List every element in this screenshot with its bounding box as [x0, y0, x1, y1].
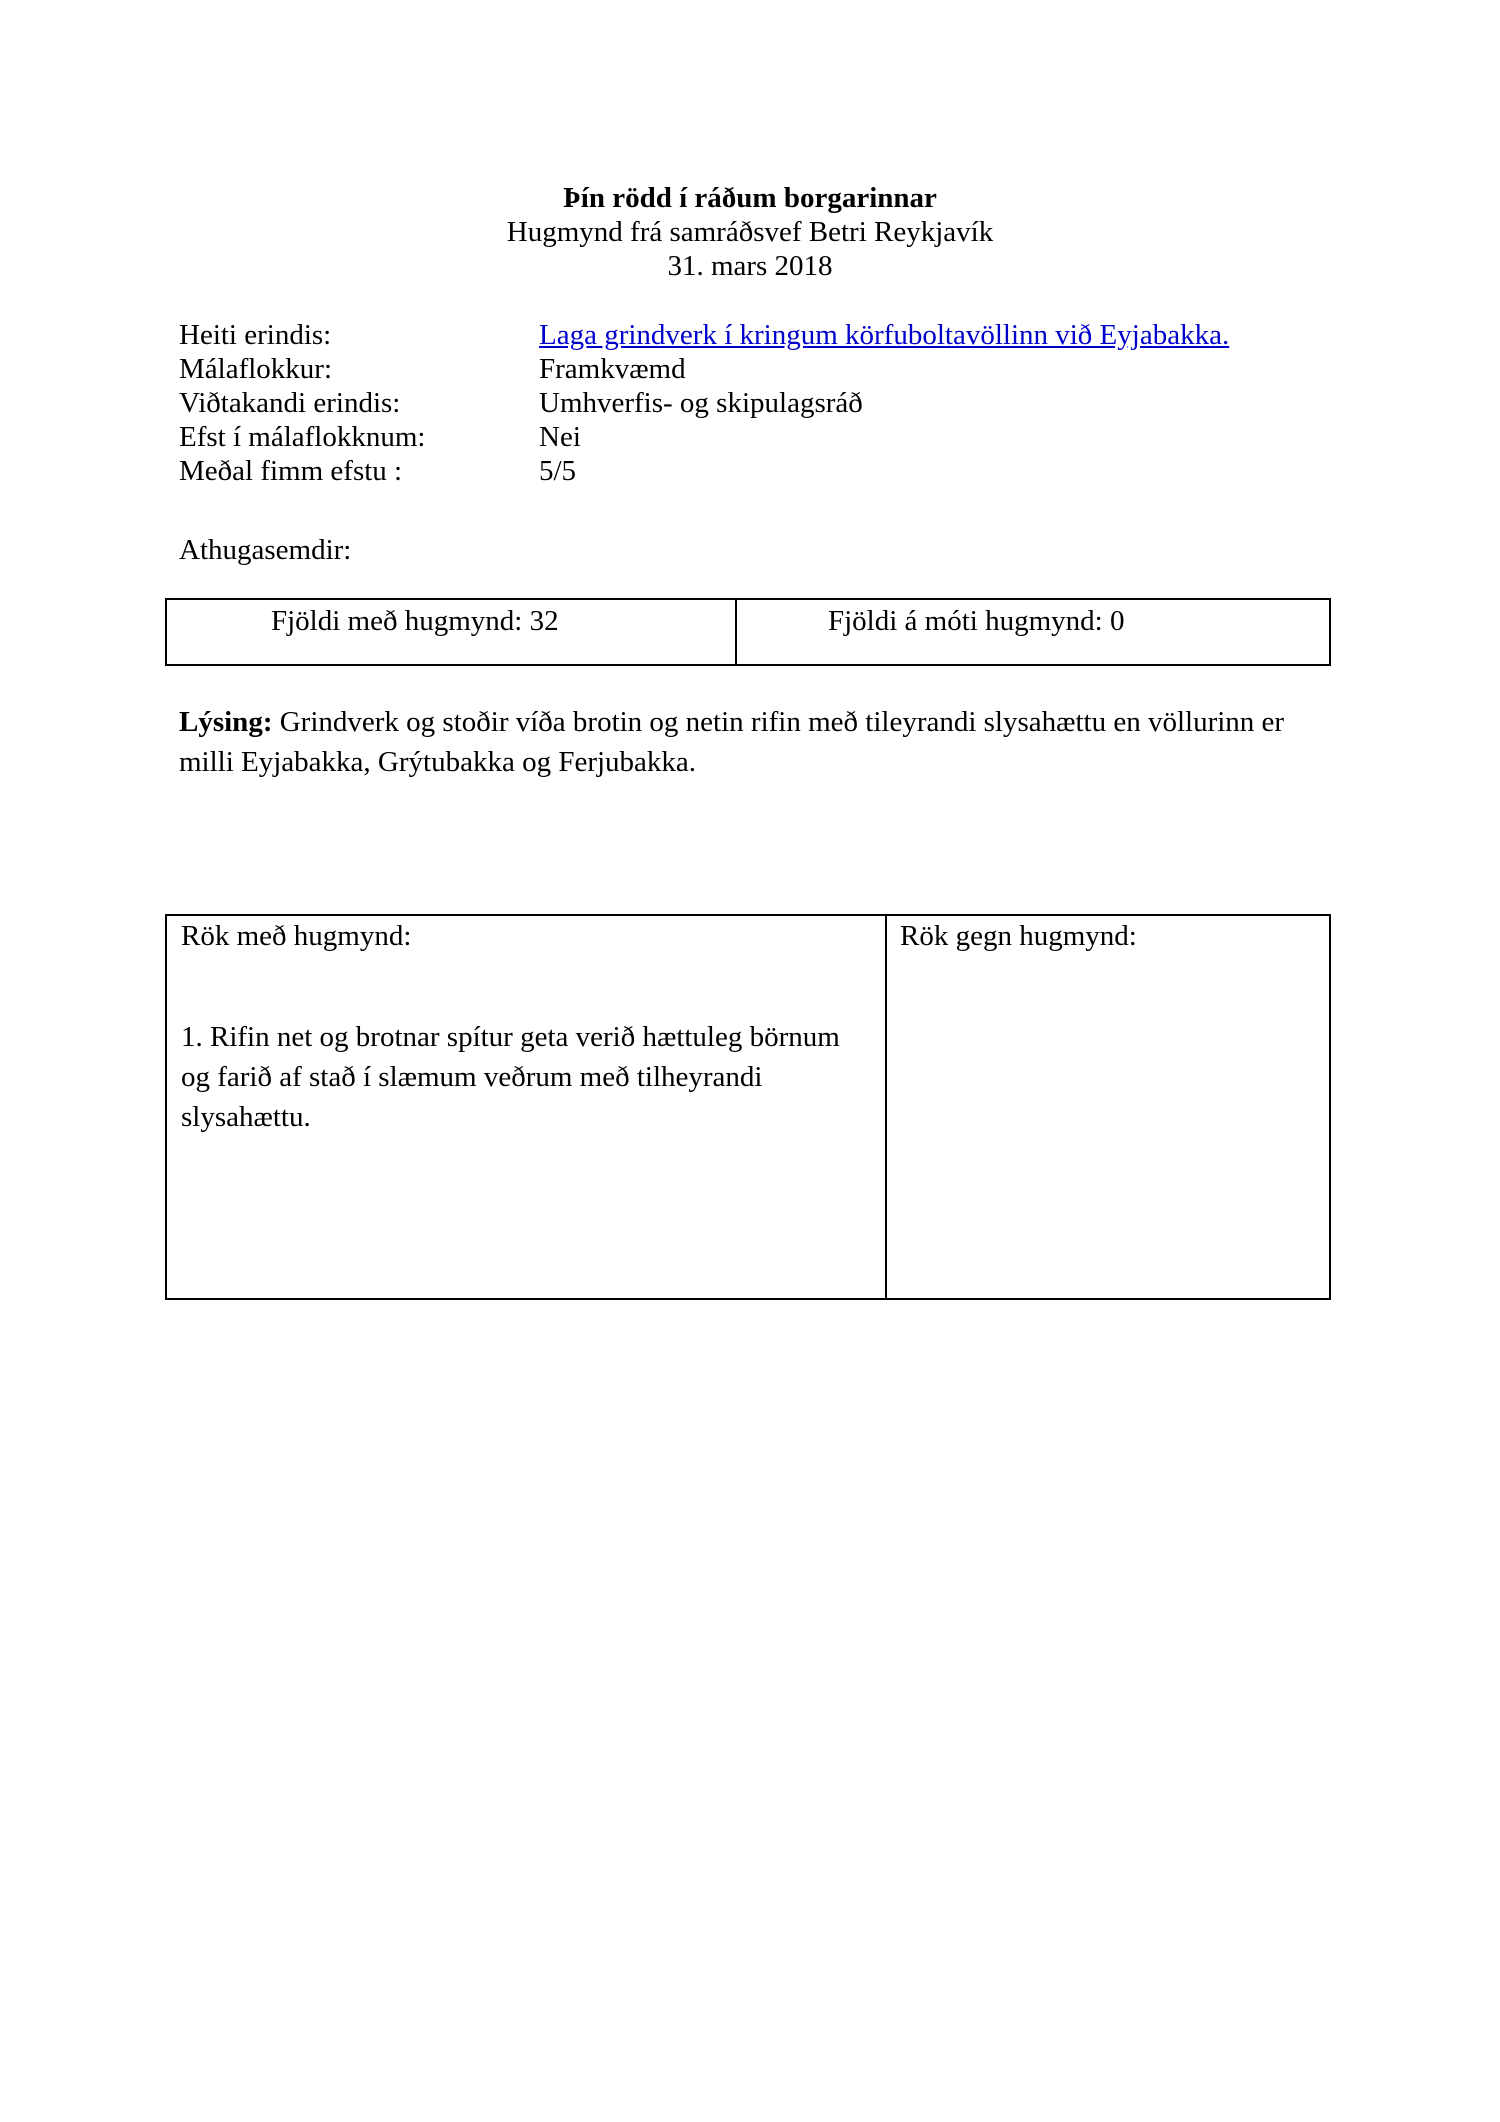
meta-label: Meðal fimm efstu :: [179, 455, 403, 487]
votes-table: [165, 598, 1331, 666]
meta-value: Nei: [539, 421, 581, 453]
description: [179, 702, 1329, 782]
meta-value: Umhverfis- og skipulagsráð: [539, 387, 863, 419]
idea-title-link[interactable]: Laga grindverk í kringum körfuboltavöllinn við Eyjabakka.: [539, 319, 1230, 351]
meta-label: Efst í málaflokknum:: [179, 421, 426, 453]
arguments-against-column: [887, 916, 1329, 1298]
meta-value: 5/5: [539, 455, 577, 487]
arguments-for-heading: Rök með hugmynd:: [181, 920, 412, 952]
arguments-for-item: 1. Rifin net og brotnar spítur geta verið hættuleg börnum og farið af stað í slæmum veðrum með tilheyrandi slysahættu.: [181, 1021, 840, 1133]
arguments-against-heading: Rök gegn hugmynd:: [900, 920, 1137, 952]
description-label: Lýsing:: [179, 706, 273, 738]
arguments-for-column: [167, 916, 887, 1298]
page-title: Þín rödd í ráðum borgarinnar: [563, 182, 937, 214]
description-text: Grindverk og stoðir víða brotin og netin rifin með tileyrandi slysahættu en völlurinn er milli Eyjabakka, Grýtubakka og Ferjubakka.: [179, 706, 1285, 778]
page-subtitle: Hugmynd frá samráðsvef Betri Reykjavík: [506, 216, 994, 248]
page-date: 31. mars 2018: [667, 250, 833, 282]
votes-against: Fjöldi á móti hugmynd: 0: [828, 605, 1125, 637]
meta-label: Viðtakandi erindis:: [179, 387, 401, 419]
notes-label: Athugasemdir:: [179, 534, 352, 566]
arguments-table: [165, 914, 1331, 1300]
votes-for: Fjöldi með hugmynd: 32: [167, 600, 737, 664]
meta-value: Framkvæmd: [539, 353, 686, 385]
meta-label: Heiti erindis:: [179, 319, 332, 351]
meta-label: Málaflokkur:: [179, 353, 333, 385]
